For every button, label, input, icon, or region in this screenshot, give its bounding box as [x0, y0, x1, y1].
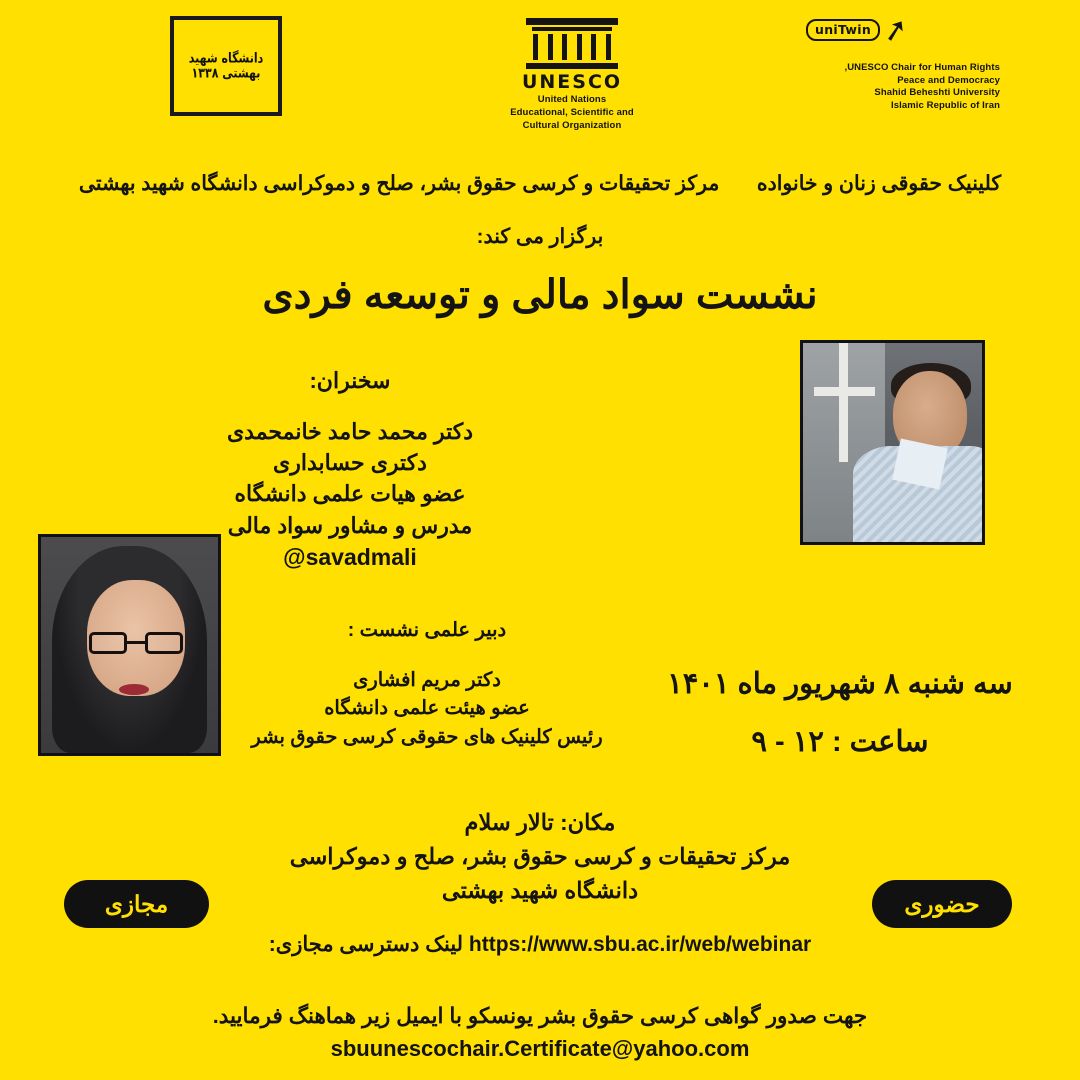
organizers-line — [0, 168, 1080, 200]
event-date: سه شنبه ۸ شهریور ماه ۱۴۰۱ — [667, 668, 1013, 700]
logo-row — [0, 8, 1080, 138]
speakers-label: سخنران: — [309, 368, 391, 393]
sbu-logo-script: دانشگاه شهید بهشتی ۱۳۳۸ — [188, 50, 264, 81]
unitwin-subtitle — [800, 62, 1000, 112]
unitwin-subtitle-line-2: Peace and Democracy — [897, 74, 1000, 86]
unesco-subtitle-line-1: United Nations — [537, 94, 607, 105]
unesco-temple-icon — [526, 18, 618, 69]
speaker-name: دکتر محمد حامد خانمحمدی — [226, 419, 474, 444]
glasses-icon — [89, 632, 183, 654]
unesco-subtitle — [492, 94, 652, 132]
venue-line-2: مرکز تحقیقات و کرسی حقوق بشر، صلح و دموکراسی — [289, 843, 791, 869]
unesco-subtitle-line-2: Educational, Scientific and — [510, 106, 634, 118]
organizer-center: مرکز تحقیقات و کرسی حقوق بشر، صلح و دموکراسی دانشگاه شهید بهشتی — [78, 172, 720, 195]
unitwin-wordmark: uniTwin — [806, 19, 880, 41]
webinar-url[interactable]: https://www.sbu.ac.ir/web/webinar — [468, 933, 812, 956]
unitwin-subtitle-line-1: UNESCO Chair for Human Rights, — [844, 62, 1000, 73]
footer-note: جهت صدور گواهی کرسی حقوق بشر یونسکو با ایمیل زیر هماهنگ فرمایید. — [212, 1004, 868, 1028]
unitwin-subtitle-line-3: Shahid Beheshti University — [874, 87, 1000, 99]
speaker-photo-male — [800, 340, 985, 545]
speaker-social-handle: @savadmali — [283, 543, 417, 570]
page-title: نشست سواد مالی و توسعه فردی — [262, 273, 818, 317]
speaker-degree: دکتری حسابداری — [273, 450, 427, 476]
unesco-logo — [492, 18, 652, 132]
speaker-affiliation: عضو هیات علمی دانشگاه — [234, 481, 466, 507]
unitwin-subtitle-line-4: Islamic Republic of Iran — [890, 99, 1000, 111]
secretary-name: دکتر مریم افشاری — [353, 669, 501, 691]
secretary-label: دبیر علمی نشست : — [347, 619, 507, 641]
secretary-details — [232, 666, 622, 751]
badge-in-person: حضوری — [872, 880, 1012, 928]
badge-virtual: مجازی — [64, 880, 209, 928]
unesco-wordmark: UNESCO — [521, 71, 623, 93]
unesco-subtitle-line-3: Cultural Organization — [522, 119, 622, 131]
webinar-link-label: لینک دسترسی مجازی: — [268, 933, 464, 956]
secretary-affiliation: عضو هیئت علمی دانشگاه — [324, 697, 530, 720]
secretary-photo-female — [38, 534, 221, 756]
holds-label: برگزار می کند: — [476, 225, 604, 248]
event-time: ساعت : ۱۲ - ۹ — [751, 726, 929, 758]
footer-note-block — [0, 1000, 1080, 1065]
shahid-beheshti-university-logo — [170, 16, 282, 116]
organizer-clinic: کلینیک حقوقی زنان و خانواده — [756, 172, 1002, 195]
speaker-portrait-art — [803, 343, 982, 542]
secretary-role: رئیس کلینیک های حقوقی کرسی حقوق بشر — [251, 725, 603, 748]
unitwin-logo — [800, 11, 1000, 112]
bird-icon: ➚ — [879, 11, 911, 50]
contact-email[interactable]: sbuunescochair.Certificate@yahoo.com — [330, 1036, 750, 1062]
speaker-role: مدرس و مشاور سواد مالی — [227, 512, 473, 538]
venue-line-1: مکان: تالار سلام — [464, 810, 616, 835]
unitwin-mark — [800, 11, 1000, 60]
webinar-link-row — [0, 932, 1080, 957]
secretary-portrait-art — [41, 537, 218, 753]
venue-line-3: دانشگاه شهید بهشتی — [441, 877, 639, 903]
